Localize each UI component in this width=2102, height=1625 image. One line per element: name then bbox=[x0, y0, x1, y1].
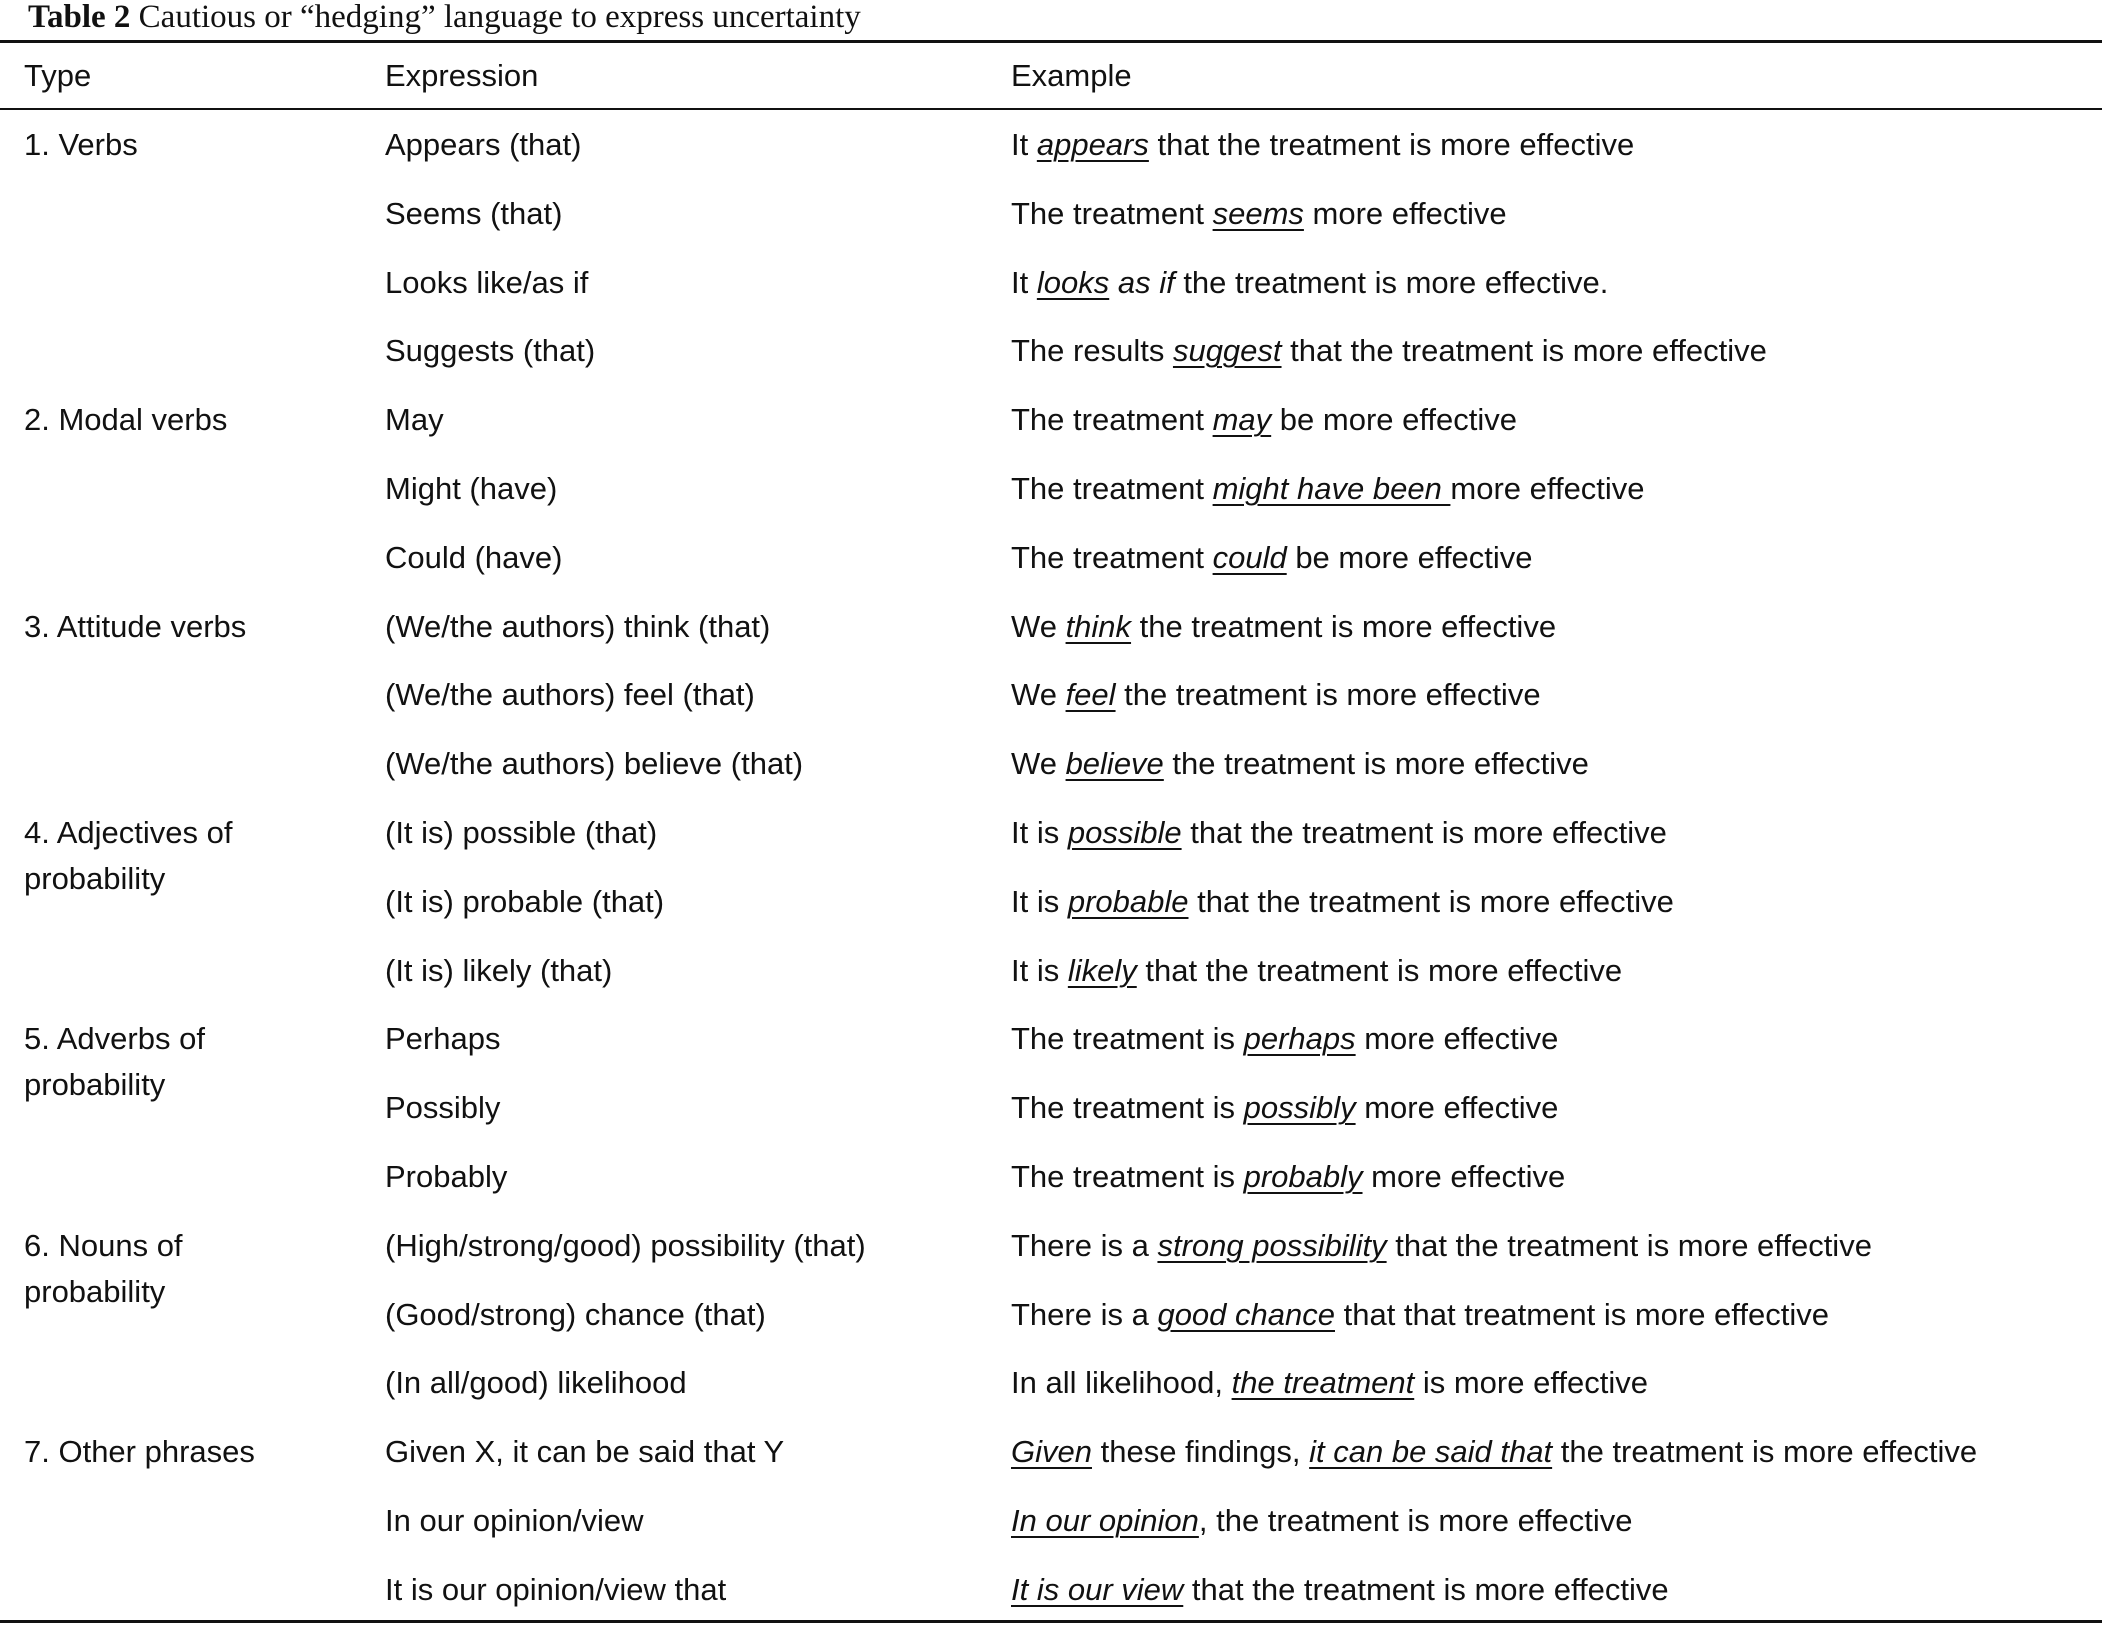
hedge-term: probable bbox=[1067, 883, 1189, 919]
example-text: It is bbox=[1011, 815, 1068, 850]
row-example-cell bbox=[1011, 1223, 1872, 1269]
row-example-cell bbox=[1011, 672, 1541, 718]
example-text: is more effective bbox=[1414, 1365, 1648, 1401]
row-example-cell bbox=[1011, 535, 1533, 581]
row-example-cell bbox=[1011, 328, 1767, 374]
row-example-cell bbox=[1011, 1292, 1829, 1338]
row-type-cell: 4. Adjectives of probability bbox=[24, 815, 233, 896]
hedge-term: seems bbox=[1212, 195, 1304, 231]
example-text: more effective bbox=[1355, 1090, 1559, 1126]
hedge-term-italic: as if bbox=[1117, 264, 1175, 300]
example-text: these findings, bbox=[1091, 1434, 1310, 1470]
row-type-cell: 6. Nouns of probability bbox=[24, 1227, 183, 1309]
row-example-cell bbox=[1011, 1085, 1558, 1131]
example-text: that that treatment is more effective bbox=[1335, 1296, 1829, 1332]
example-text: that the treatment is more effective bbox=[1281, 333, 1767, 369]
row-example-cell bbox=[1011, 1360, 1648, 1406]
hedge-term: It is our view bbox=[1011, 1571, 1184, 1607]
row-example-cell bbox=[1011, 397, 1517, 443]
hedge-term: the treatment bbox=[1231, 1365, 1415, 1401]
row-expression-cell: May bbox=[385, 402, 444, 438]
example-text: that the treatment is more effective bbox=[1181, 815, 1667, 850]
column-header-expression: Expression bbox=[385, 58, 539, 93]
table-caption-label: Table 2 bbox=[28, 0, 131, 35]
hedge-term: good chance bbox=[1157, 1296, 1335, 1332]
example-text: The results bbox=[1011, 333, 1173, 369]
column-header-type: Type bbox=[24, 58, 92, 93]
example-text: It bbox=[1011, 127, 1037, 162]
example-text: The treatment bbox=[1011, 402, 1213, 438]
row-example-cell bbox=[1011, 604, 1556, 650]
example-text: the treatment is more effective bbox=[1552, 1434, 1978, 1470]
example-text: that the treatment is more effective bbox=[1386, 1227, 1872, 1263]
example-text: more effective bbox=[1355, 1021, 1559, 1057]
hedge-term: In our opinion bbox=[1011, 1503, 1199, 1538]
hedge-term: appears bbox=[1036, 127, 1149, 162]
hedge-term: perhaps bbox=[1243, 1021, 1356, 1057]
example-text: The treatment bbox=[1011, 471, 1213, 506]
example-text: We bbox=[1011, 608, 1066, 644]
example-text: the treatment is more effective. bbox=[1174, 264, 1609, 300]
hedge-term: feel bbox=[1065, 677, 1116, 713]
row-expression-cell: (Good/strong) chance (that) bbox=[385, 1296, 766, 1332]
row-example-cell bbox=[1011, 948, 1622, 994]
example-text: It is bbox=[1011, 952, 1068, 988]
hedge-term: could bbox=[1212, 539, 1287, 575]
row-expression-cell: It is our opinion/view that bbox=[385, 1571, 727, 1607]
example-text: The treatment bbox=[1011, 539, 1213, 575]
example-text: It bbox=[1011, 264, 1037, 300]
example-text: , the treatment is more effective bbox=[1198, 1503, 1633, 1538]
row-expression-cell: (It is) likely (that) bbox=[385, 952, 613, 988]
hedge-term: think bbox=[1065, 608, 1132, 644]
row-expression-cell: Given X, it can be said that Y bbox=[385, 1434, 785, 1470]
row-expression-cell: Possibly bbox=[385, 1090, 501, 1126]
column-header-example: Example bbox=[1011, 58, 1132, 93]
example-text bbox=[1109, 265, 1118, 300]
hedge-term: probably bbox=[1243, 1159, 1363, 1194]
row-example-cell bbox=[1011, 879, 1674, 925]
row-type-cell: 3. Attitude verbs bbox=[24, 608, 247, 644]
example-text: The treatment bbox=[1011, 195, 1213, 231]
row-type-cell: 5. Adverbs of probability bbox=[24, 1021, 205, 1103]
example-text: We bbox=[1011, 677, 1066, 713]
row-expression-cell: Perhaps bbox=[385, 1021, 501, 1057]
example-text: It is bbox=[1011, 883, 1068, 919]
row-example-cell bbox=[1011, 191, 1507, 237]
row-expression-cell: Probably bbox=[385, 1159, 508, 1194]
row-example-cell bbox=[1011, 1429, 1977, 1475]
example-text: more effective bbox=[1362, 1159, 1566, 1194]
row-expression-cell: (We/the authors) believe (that) bbox=[385, 746, 804, 782]
example-text: that the treatment is more effective bbox=[1188, 883, 1674, 919]
example-text: that the treatment is more effective bbox=[1136, 952, 1623, 988]
example-text: that the treatment is more effective bbox=[1183, 1571, 1669, 1607]
example-text: that the treatment is more effective bbox=[1148, 127, 1635, 162]
hedge-term: possible bbox=[1067, 815, 1182, 850]
table-bottom-rule bbox=[0, 1620, 2102, 1623]
hedge-term: possibly bbox=[1243, 1090, 1356, 1126]
row-expression-cell: Appears (that) bbox=[385, 127, 582, 162]
row-expression-cell: In our opinion/view bbox=[385, 1503, 644, 1538]
row-expression-cell: (High/strong/good) possibility (that) bbox=[385, 1227, 866, 1263]
row-type-cell: 7. Other phrases bbox=[24, 1434, 255, 1470]
example-text: the treatment is more effective bbox=[1115, 677, 1541, 713]
example-text: more effective bbox=[1303, 195, 1507, 231]
example-text: be more effective bbox=[1271, 402, 1518, 438]
row-example-cell bbox=[1011, 122, 1634, 168]
hedge-term: might have been bbox=[1212, 471, 1451, 506]
hedge-term: believe bbox=[1065, 746, 1164, 782]
row-expression-cell: (It is) possible (that) bbox=[385, 815, 658, 850]
row-example-cell bbox=[1011, 810, 1667, 856]
example-text: There is a bbox=[1011, 1227, 1158, 1263]
row-expression-cell: (We/the authors) feel (that) bbox=[385, 677, 755, 713]
hedge-term: it can be said that bbox=[1309, 1434, 1553, 1470]
row-example-cell bbox=[1011, 1016, 1558, 1062]
row-expression-cell: Suggests (that) bbox=[385, 333, 596, 369]
row-example-cell bbox=[1011, 466, 1645, 512]
row-expression-cell: (In all/good) likelihood bbox=[385, 1365, 687, 1401]
example-text: the treatment is more effective bbox=[1163, 746, 1589, 782]
row-type-cell: 2. Modal verbs bbox=[24, 402, 228, 438]
row-example-cell bbox=[1011, 1498, 1633, 1544]
example-text: more effective bbox=[1450, 471, 1645, 506]
hedge-term: may bbox=[1212, 402, 1272, 438]
row-expression-cell: (It is) probable (that) bbox=[385, 883, 665, 919]
row-example-cell bbox=[1011, 741, 1589, 787]
example-text: the treatment is more effective bbox=[1131, 608, 1557, 644]
hedge-term: Given bbox=[1011, 1434, 1092, 1470]
row-expression-cell: Looks like/as if bbox=[385, 264, 589, 300]
row-expression-cell: (We/the authors) think (that) bbox=[385, 608, 771, 644]
example-text: There is a bbox=[1011, 1296, 1158, 1332]
hedge-term: strong possibility bbox=[1157, 1227, 1387, 1263]
hedge-term: likely bbox=[1067, 952, 1137, 988]
row-expression-cell: Could (have) bbox=[385, 539, 563, 575]
example-text: The treatment is bbox=[1011, 1159, 1244, 1194]
row-example-cell bbox=[1011, 260, 1608, 306]
table-caption-text: Cautious or “hedging” language to express uncertainty bbox=[138, 0, 861, 35]
row-example-cell bbox=[1011, 1154, 1565, 1200]
row-expression-cell: Seems (that) bbox=[385, 195, 563, 231]
example-text: In all likelihood, bbox=[1011, 1365, 1232, 1401]
example-text: The treatment is bbox=[1011, 1090, 1244, 1126]
example-text: be more effective bbox=[1286, 539, 1533, 575]
hedge-term: looks bbox=[1036, 264, 1110, 300]
row-expression-cell: Might (have) bbox=[385, 471, 558, 506]
hedge-term: suggest bbox=[1172, 333, 1282, 369]
example-text: We bbox=[1011, 746, 1066, 782]
row-type-cell: 1. Verbs bbox=[24, 127, 138, 162]
example-text: The treatment is bbox=[1011, 1021, 1244, 1057]
row-example-cell bbox=[1011, 1567, 1669, 1613]
